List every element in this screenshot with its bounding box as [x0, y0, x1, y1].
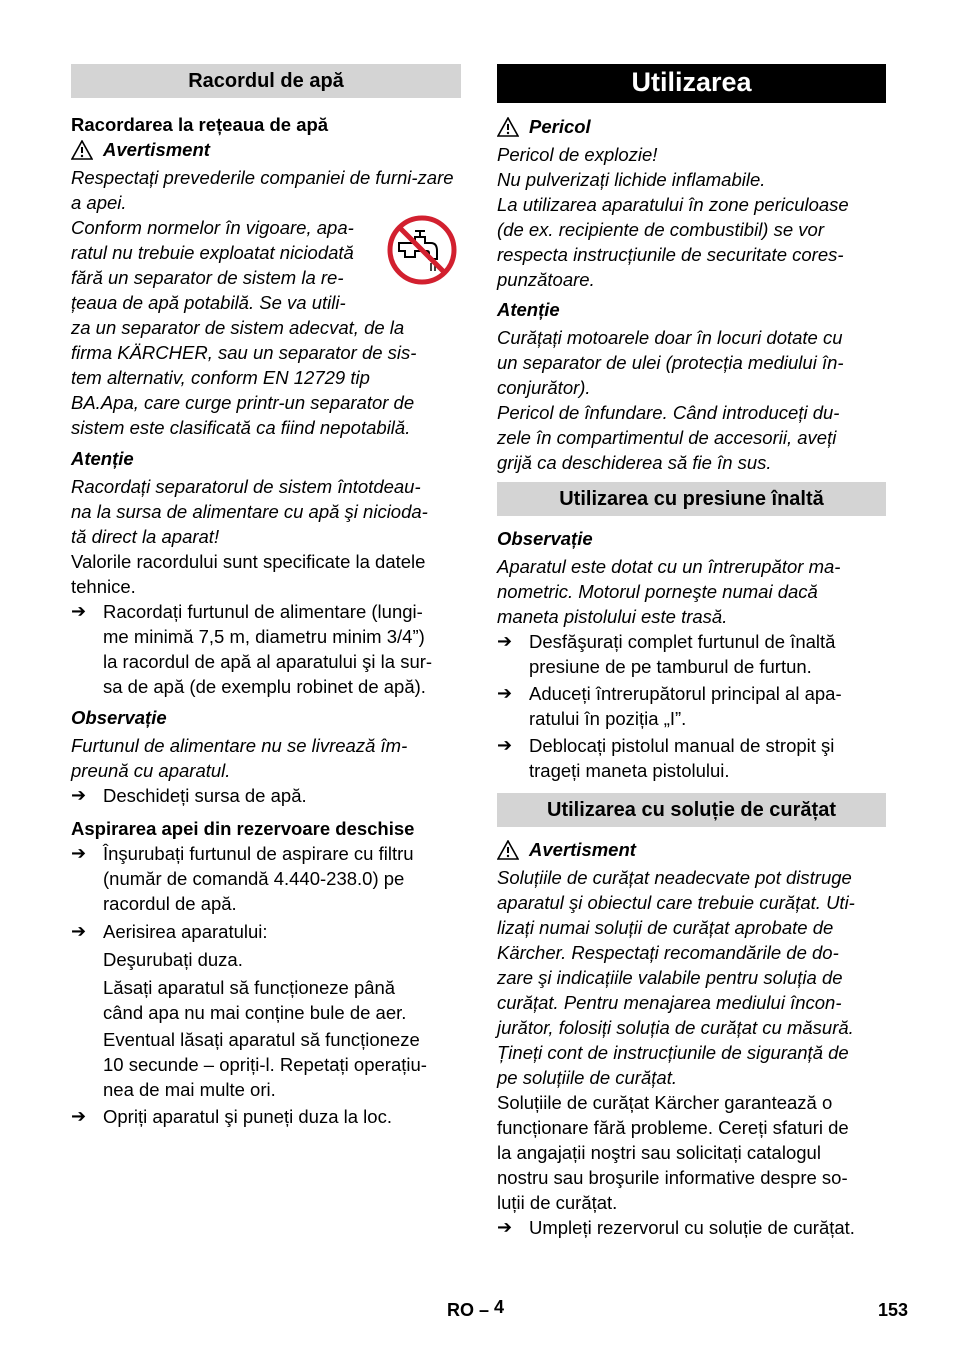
danger-line: La utilizarea aparatului în zone periculoase — [497, 194, 849, 215]
warn-line: BA.Apa, care curge printr-un separator de — [71, 392, 415, 413]
warning-header — [71, 137, 461, 162]
arrow-right-icon: ➔ — [497, 1217, 513, 1237]
warning-line: aparatul şi obiectul care trebuie curățat. Uti- — [497, 892, 855, 913]
instruction-line: Opriți aparatul şi puneți duza la loc. — [103, 1106, 392, 1127]
atentie-line: Curățați motoarele doar în locuri dotate cu — [497, 327, 843, 348]
instruction-line: la racordul de apă al aparatului şi la sur- — [103, 651, 433, 672]
instruction-item — [497, 629, 886, 679]
atentie-line: conjurător). — [497, 377, 591, 398]
instruction-line: Racordați furtunul de alimentare (lungi- — [103, 601, 423, 622]
warn-line: ratul nu trebuie exploatat niciodată — [71, 242, 354, 263]
atentie-label: Atenție — [497, 299, 560, 320]
warning-text-1 — [71, 165, 461, 215]
section-title-presiune: Utilizarea cu presiune înaltă — [497, 482, 886, 516]
arrow-right-icon: ➔ — [71, 785, 87, 805]
atentie-line: zele în compartimentul de accesorii, aveți — [497, 427, 837, 448]
warning-line: zare şi indicațiile valabile pentru soluția de — [497, 967, 843, 988]
observatie-line: Aparatul este dotat cu un întrerupător ma- — [497, 556, 841, 577]
instruction-line: Aerisirea aparatului: — [103, 921, 268, 942]
warn-line: țeaua de apă potabilă. Se va utili- — [71, 292, 346, 313]
danger-line: punzătoare. — [497, 269, 595, 290]
warning-line: Soluțiile de curățat neadecvate pot distruge — [497, 867, 852, 888]
instruction-line: ratului în poziția „I”. — [529, 708, 687, 729]
instruction-item — [497, 733, 886, 783]
warn-line: sistem este clasificată ca fiind nepotabilă. — [71, 417, 411, 438]
arrow-right-icon: ➔ — [497, 735, 513, 755]
danger-line: respecta instrucțiunile de securitate cores- — [497, 244, 844, 265]
warning-line: pe soluțiile de curățat. — [497, 1067, 677, 1088]
instruction-item — [497, 1215, 886, 1240]
instruction-item — [71, 783, 461, 808]
warning-line: Kärcher. Respectați recomandările de do- — [497, 942, 839, 963]
step-line: nea de mai multe ori. — [103, 1079, 276, 1100]
warning-header — [497, 837, 886, 862]
subheading-aspirare: Aspirarea apei din rezervoare deschise — [71, 818, 415, 839]
instruction-line: Umpleți rezervorul cu soluție de curățat. — [529, 1217, 855, 1238]
atentie-label: Atenție — [71, 448, 134, 469]
warn-line: tem alternativ, conform EN 12729 tip — [71, 367, 370, 388]
instruction-line: racordul de apă. — [103, 893, 237, 914]
warning-triangle-icon — [71, 140, 93, 160]
arrow-right-icon: ➔ — [71, 843, 87, 863]
atentie-line: un separator de ulei (protecția mediului în- — [497, 352, 844, 373]
left-column — [71, 64, 461, 1129]
footer-dash: – — [479, 1300, 490, 1320]
footer-language-page — [447, 1297, 505, 1321]
warning-text-1-span: Respectați prevederile companiei de furni-zare a apei. — [71, 167, 454, 213]
instruction-line: presiune de pe tamburul de furtun. — [529, 656, 812, 677]
garant-line: luții de curățat. — [497, 1192, 618, 1213]
observatie-label: Observație — [497, 528, 593, 549]
arrow-right-icon: ➔ — [497, 631, 513, 651]
subheading-racordare: Racordarea la rețeaua de apă — [71, 114, 329, 135]
atentie-line: na la sursa de alimentare cu apă şi niciodа- — [71, 501, 428, 522]
section-title-solutie: Utilizarea cu soluție de curățat — [497, 793, 886, 827]
warn-line: firma KÄRCHER, sau un separator de sis- — [71, 342, 417, 363]
right-column — [497, 64, 886, 1240]
step-line: când apa nu mai conține bule de aer. — [103, 1002, 407, 1023]
no-drinking-water-connection-icon — [387, 215, 457, 285]
observatie-line: nometric. Motorul porneşte numai dacă — [497, 581, 818, 602]
warn-line: Conform normelor în vigoare, apa- — [71, 217, 354, 238]
instruction-line: Înşurubați furtunul de aspirare cu filtru — [103, 843, 414, 864]
observatie-line: maneta pistolului este trasă. — [497, 606, 728, 627]
step-line: Eventual lăsați aparatul să funcționeze — [103, 1029, 420, 1050]
footer-lang-page: 4 — [494, 1297, 505, 1317]
garant-line: la angajații noştri sau solicitați catalogul — [497, 1142, 821, 1163]
instruction-item — [71, 841, 461, 916]
warning-line: lizați numai soluții de curățat aprobate de — [497, 917, 834, 938]
warning-line: jurător, folosiți soluția de curățat cu măsură. — [497, 1017, 854, 1038]
instruction-item — [71, 919, 461, 944]
instruction-line: Desfăşurați complet furtunul de înaltă — [529, 631, 836, 652]
danger-label: Pericol — [529, 116, 591, 137]
garant-line: nostru sau broşurile informative despre so- — [497, 1167, 848, 1188]
footer-lang: RO — [447, 1300, 474, 1320]
instruction-line: me minimă 7,5 m, diametru minim 3/4”) — [103, 626, 425, 647]
instruction-line: Deschideți sursa de apă. — [103, 785, 307, 806]
observatie-label: Observație — [71, 707, 167, 728]
warning-label: Avertisment — [103, 139, 210, 160]
instruction-line: (număr de comandă 4.440-238.0) pe — [103, 868, 405, 889]
warning-block — [71, 165, 461, 440]
atentie-line: Pericol de înfundare. Când introduceți du- — [497, 402, 840, 423]
danger-line: (de ex. recipiente de combustibil) se vor — [497, 219, 824, 240]
arrow-right-icon: ➔ — [71, 1106, 87, 1126]
arrow-right-icon: ➔ — [497, 683, 513, 703]
warning-line: curățat. Pentru menajarea mediului încon- — [497, 992, 842, 1013]
instruction-item — [497, 681, 886, 731]
danger-header — [497, 114, 886, 139]
valori-line: Valorile racordului sunt specificate la datele — [71, 551, 426, 572]
instruction-line: sa de apă (de exemplu robinet de apă). — [103, 676, 426, 697]
atentie-line: grijă ca deschiderea să fie în sus. — [497, 452, 772, 473]
observatie-line: Furtunul de alimentare nu se livrează îm- — [71, 735, 408, 756]
garant-line: Soluțiile de curățat Kärcher garantează o — [497, 1092, 833, 1113]
warning-triangle-icon — [497, 117, 519, 137]
instruction-line: Aduceți întrerupătorul principal al apa- — [529, 683, 842, 704]
valori-line: tehnice. — [71, 576, 136, 597]
arrow-right-icon: ➔ — [71, 601, 87, 621]
step-line: Lăsați aparatul să funcționeze până — [103, 977, 396, 998]
warn-line: fără un separator de sistem la re- — [71, 267, 344, 288]
step-line: Deşurubați duza. — [103, 949, 243, 970]
instruction-item — [71, 599, 461, 699]
warning-line: Țineți cont de instrucțiunile de siguranță de — [497, 1042, 849, 1063]
page-title: Utilizarea — [497, 64, 886, 103]
danger-line: Pericol de explozie! — [497, 144, 658, 165]
atentie-line: Racordați separatorul de sistem întotdeau- — [71, 476, 421, 497]
garant-line: funcționare fără probleme. Cereți sfaturi de — [497, 1117, 849, 1138]
footer-page-number: 153 — [878, 1300, 909, 1320]
observatie-line: preună cu aparatul. — [71, 760, 231, 781]
step-line: 10 secunde – opriți-l. Repetați operațiu- — [103, 1054, 427, 1075]
instruction-line: Deblocați pistolul manual de stropit şi — [529, 735, 835, 756]
atentie-line: tă direct la aparat! — [71, 526, 220, 547]
instruction-item — [71, 1104, 461, 1129]
danger-line: Nu pulverizați lichide inflamabile. — [497, 169, 766, 190]
warn-line: za un separator de sistem adecvat, de la — [71, 317, 405, 338]
warning-label: Avertisment — [529, 839, 636, 860]
instruction-line: trageți maneta pistolului. — [529, 760, 730, 781]
section-title-racordul: Racordul de apă — [71, 64, 461, 98]
warning-triangle-icon — [497, 840, 519, 860]
arrow-right-icon: ➔ — [71, 921, 87, 941]
